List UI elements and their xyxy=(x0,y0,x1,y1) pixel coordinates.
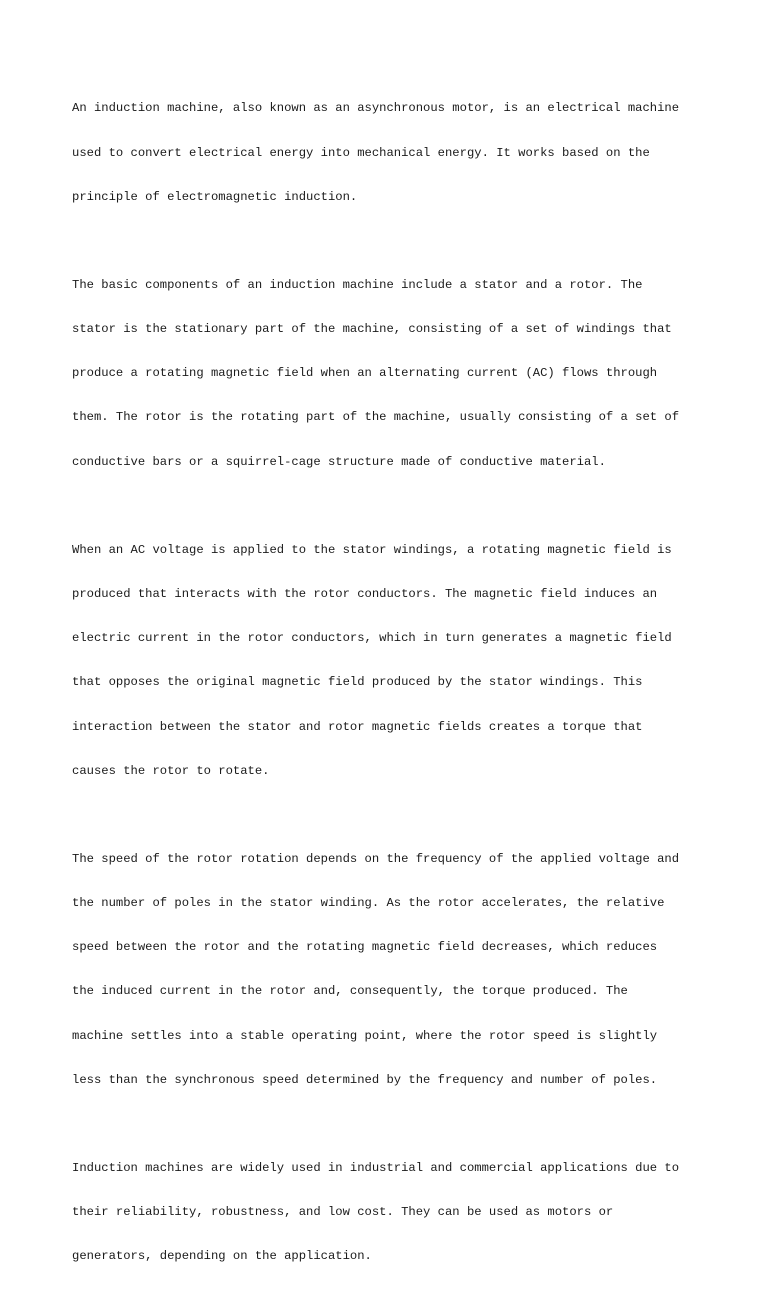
paragraph-3 xyxy=(72,514,712,808)
paragraph-line: speed between the rotor and the rotating magnetic field decreases, which reduces xyxy=(72,940,658,955)
paragraph-line: interaction between the stator and rotor magnetic fields creates a torque that xyxy=(72,719,643,734)
paragraph-line: An induction machine, also known as an asynchronous motor, is an electrical machine xyxy=(72,101,680,116)
paragraph-line: less than the synchronous speed determined by the frequency and number of poles. xyxy=(72,1072,658,1087)
paragraph-line: that opposes the original magnetic field produced by the stator windings. This xyxy=(72,675,643,690)
paragraph-line: the number of poles in the stator winding. As the rotor accelerates, the relative xyxy=(72,896,665,911)
paragraph-line: principle of electromagnetic induction. xyxy=(72,189,358,204)
paragraph-line: used to convert electrical energy into mechanical energy. It works based on the xyxy=(72,145,650,160)
paragraph-line: them. The rotor is the rotating part of the machine, usually consisting of a set of xyxy=(72,410,680,425)
paragraph-line: stator is the stationary part of the machine, consisting of a set of windings that xyxy=(72,322,672,337)
paragraph-line: their reliability, robustness, and low cost. They can be used as motors or xyxy=(72,1205,614,1220)
paragraph-line: machine settles into a stable operating point, where the rotor speed is slightly xyxy=(72,1028,658,1043)
paragraph-line: produce a rotating magnetic field when an alternating current (AC) flows through xyxy=(72,366,658,381)
paragraph-line: Induction machines are widely used in industrial and commercial applications due to xyxy=(72,1161,680,1176)
paragraph-5 xyxy=(72,1132,712,1294)
document-body xyxy=(72,72,712,1309)
paragraph-line: the induced current in the rotor and, consequently, the torque produced. The xyxy=(72,984,628,999)
paragraph-2 xyxy=(72,249,712,499)
paragraph-line: The speed of the rotor rotation depends on the frequency of the applied voltage and xyxy=(72,852,680,867)
paragraph-line: The basic components of an induction machine include a stator and a rotor. The xyxy=(72,278,643,293)
paragraph-line: causes the rotor to rotate. xyxy=(72,763,270,778)
paragraph-line: electric current in the rotor conductors, which in turn generates a magnetic field xyxy=(72,631,672,646)
paragraph-1 xyxy=(72,72,712,234)
paragraph-line: When an AC voltage is applied to the stator windings, a rotating magnetic field is xyxy=(72,543,672,558)
paragraph-line: generators, depending on the application. xyxy=(72,1249,372,1264)
paragraph-line: conductive bars or a squirrel-cage structure made of conductive material. xyxy=(72,454,606,469)
paragraph-4 xyxy=(72,823,712,1117)
paragraph-line: produced that interacts with the rotor conductors. The magnetic field induces an xyxy=(72,587,658,602)
